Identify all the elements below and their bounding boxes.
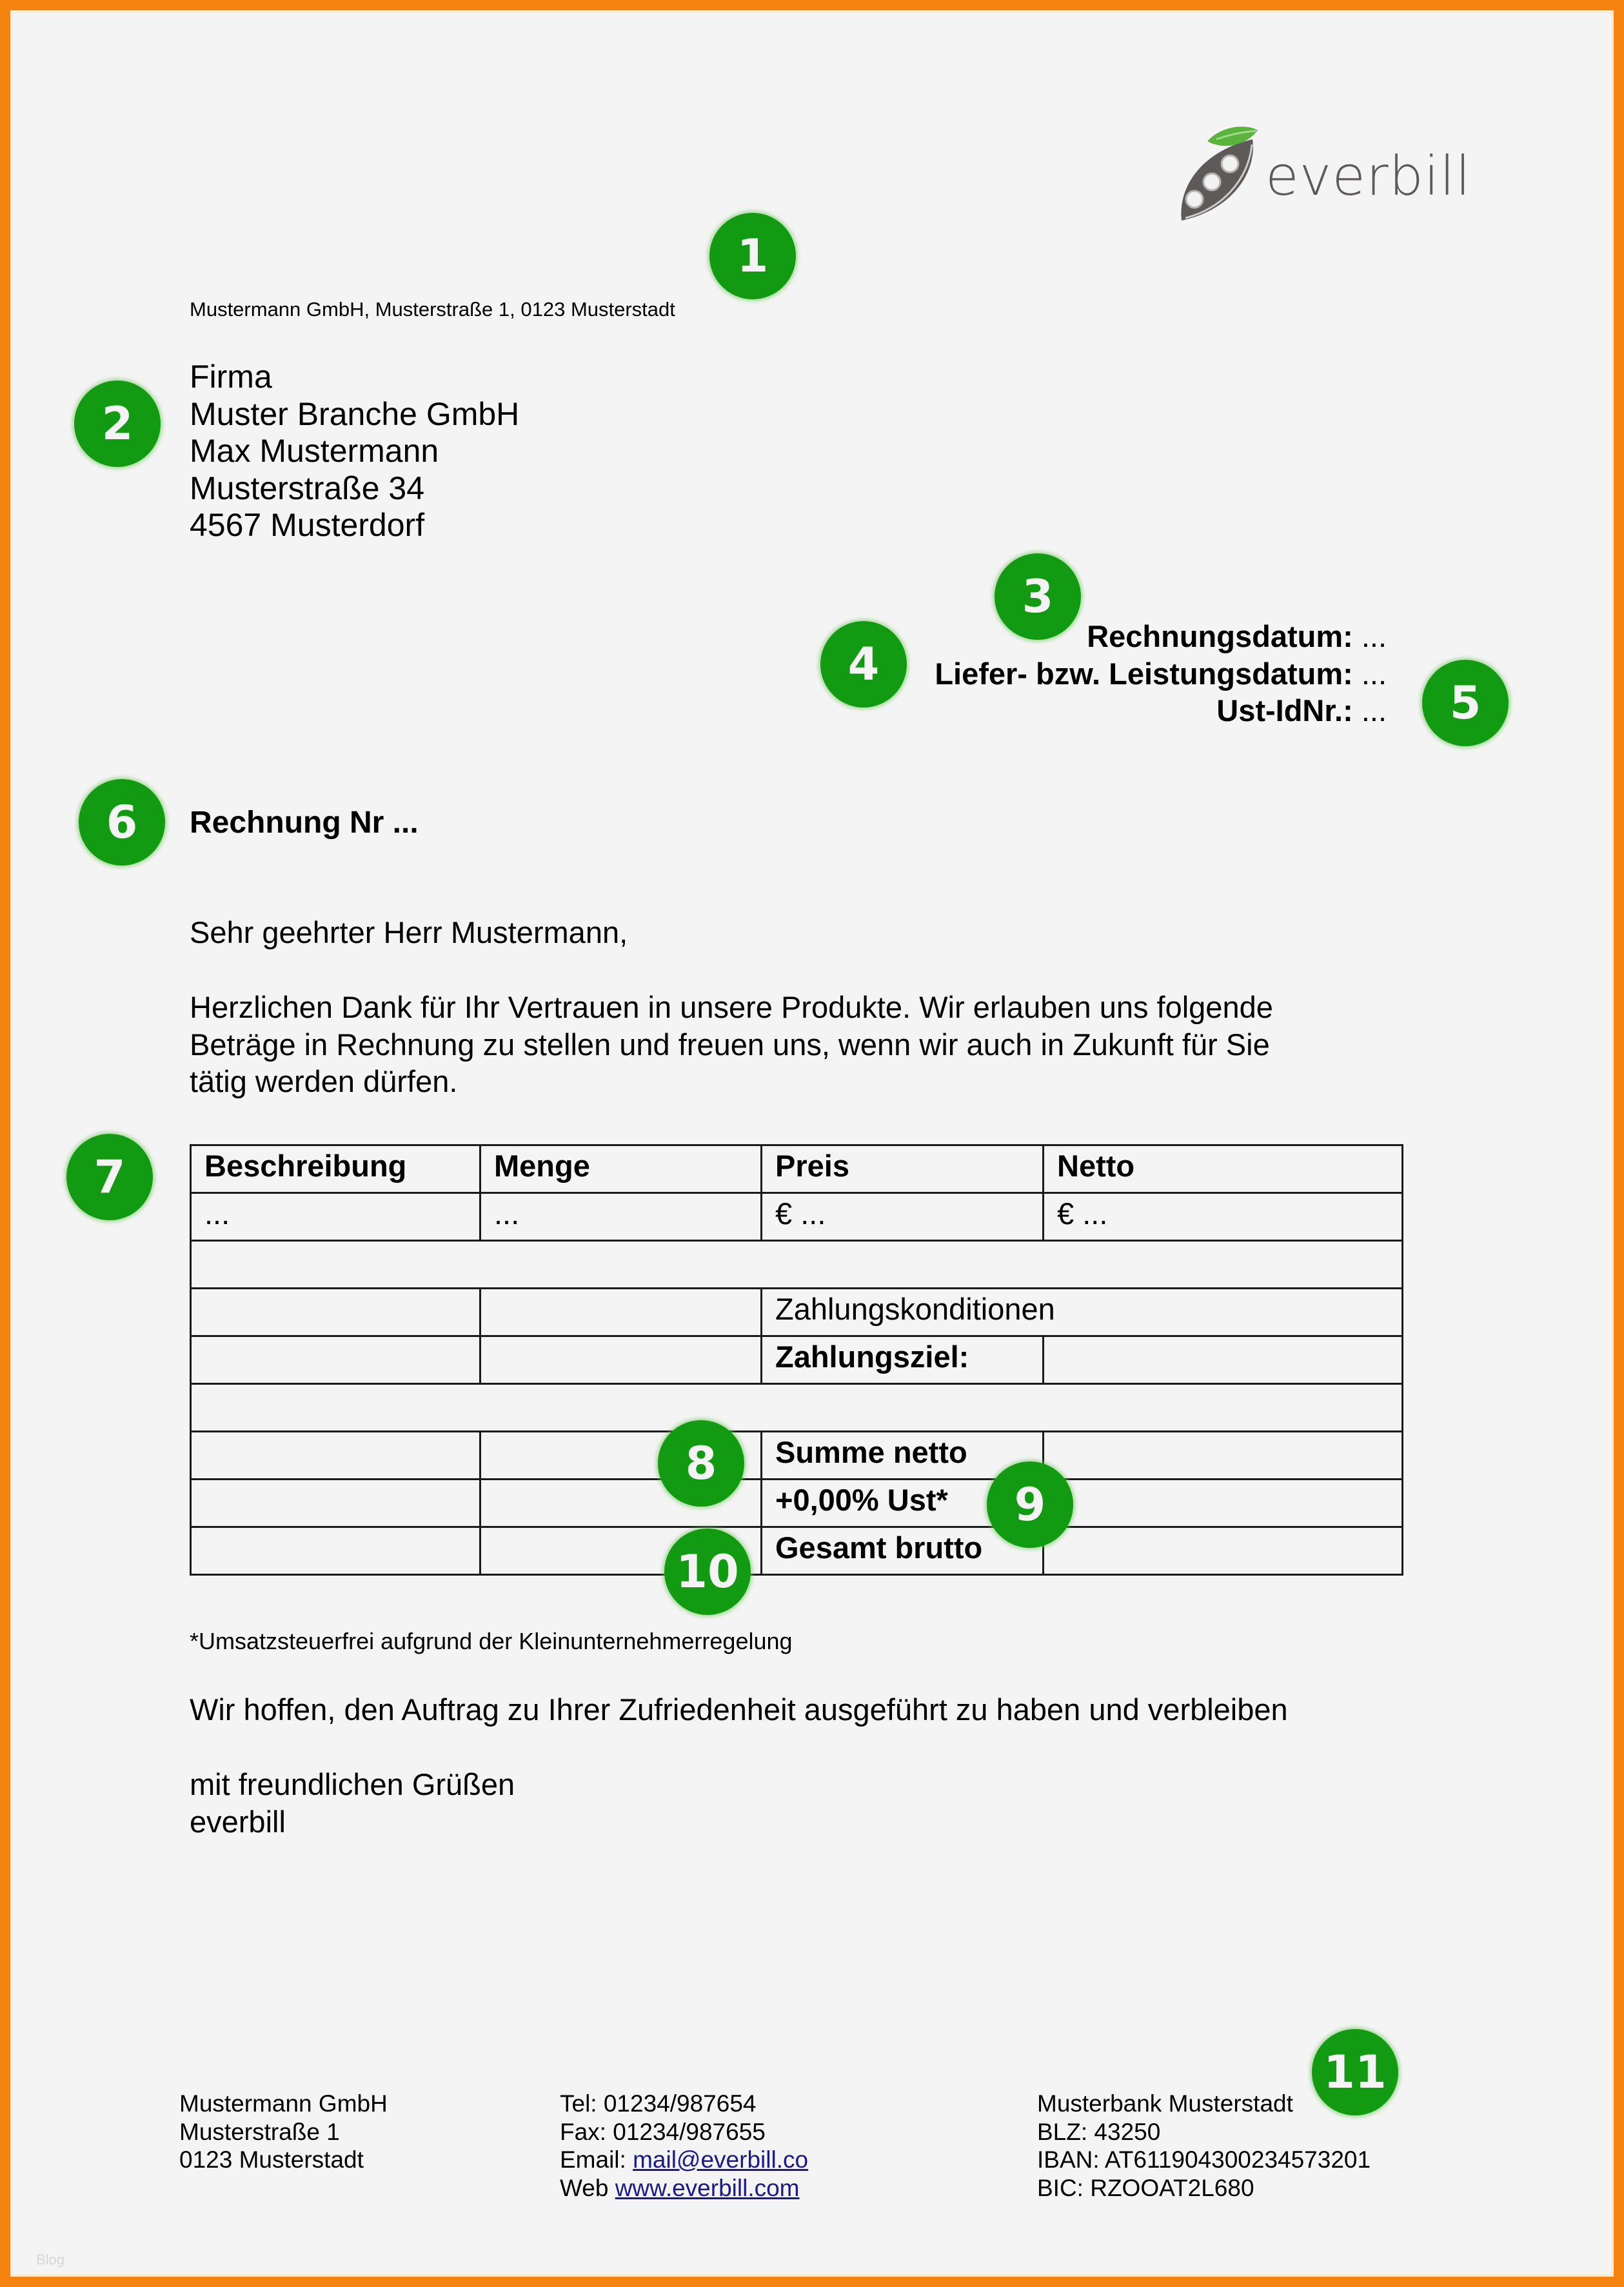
recipient-line: Firma: [190, 359, 272, 395]
empty-cell: [191, 1480, 480, 1527]
badge-3: 3: [995, 553, 1081, 640]
pea-pod-icon: [1176, 125, 1263, 222]
footer-company-line: Musterstraße 1: [179, 2118, 340, 2145]
greeting: Sehr geehrter Herr Mustermann,: [190, 915, 628, 949]
invoice-table: [190, 1144, 1403, 1576]
badge-8: 8: [658, 1420, 744, 1507]
payment-terms-row: [191, 1289, 1403, 1336]
vat-footnote: *Umsatzsteuerfrei aufgrund der Kleinunternehmerregelung: [190, 1628, 793, 1654]
invoice-meta: [935, 618, 1387, 729]
footer-email-row: [560, 2146, 808, 2174]
total-row: [191, 1432, 1403, 1480]
footer-fax: Fax: 01234/987655: [560, 2118, 766, 2145]
invoice-title: Rechnung Nr ...: [190, 806, 419, 840]
badge-5: 5: [1422, 660, 1509, 746]
payment-due-value: [1044, 1336, 1403, 1384]
header-quantity: Menge: [480, 1145, 762, 1193]
empty-cell: [191, 1336, 480, 1384]
header-price: Preis: [762, 1145, 1044, 1193]
recipient-line: Max Mustermann: [190, 433, 439, 469]
intro-line: tätig werden dürfen.: [190, 1064, 458, 1098]
table-row: [191, 1193, 1403, 1241]
total-row: [191, 1480, 1403, 1527]
logo-wordmark: everbill: [1265, 144, 1471, 208]
vat-id-row: [935, 692, 1387, 729]
total-row: [191, 1527, 1403, 1575]
invoice-date-row: [935, 618, 1387, 655]
intro-paragraph: [190, 989, 1273, 1100]
email-link[interactable]: mail@everbill.co: [633, 2146, 809, 2173]
recipient-address: [190, 359, 519, 544]
empty-cell: [191, 1527, 480, 1575]
badge-11: 11: [1312, 2029, 1398, 2115]
invoice-page: [10, 10, 1614, 2277]
footer-company-line: Mustermann GmbH: [179, 2090, 388, 2117]
gross-total-value: [1044, 1527, 1403, 1575]
item-quantity: ...: [480, 1193, 762, 1241]
net-sum-value: [1044, 1432, 1403, 1480]
table-header-row: [191, 1145, 1403, 1193]
vat-value: [1044, 1480, 1403, 1527]
footer-company: [179, 2090, 388, 2174]
vat-label: +0,00% Ust*: [762, 1480, 1044, 1527]
badge-6: 6: [79, 779, 165, 866]
table-spacer-row: [191, 1241, 1403, 1289]
spacer-cell: [191, 1384, 1403, 1432]
item-price: € ...: [762, 1193, 1044, 1241]
invoice-date-value: ...: [1352, 619, 1387, 653]
web-link[interactable]: www.everbill.com: [615, 2174, 800, 2201]
payment-due-row: [191, 1336, 1403, 1384]
spacer-cell: [191, 1241, 1403, 1289]
badge-1: 1: [709, 213, 796, 299]
empty-cell: [191, 1432, 480, 1480]
item-description: ...: [191, 1193, 480, 1241]
delivery-date-row: [935, 655, 1387, 693]
badge-4: 4: [820, 621, 907, 708]
header-description: Beschreibung: [191, 1145, 480, 1193]
table-spacer-row: [191, 1384, 1403, 1432]
empty-cell: [480, 1289, 762, 1336]
header-net: Netto: [1044, 1145, 1403, 1193]
signoff: [190, 1766, 515, 1841]
footer-bic: BIC: RZOOAT2L680: [1037, 2174, 1254, 2201]
delivery-date-value: ...: [1352, 656, 1387, 691]
footer-company-line: 0123 Musterstadt: [179, 2146, 364, 2173]
signoff-name: everbill: [190, 1805, 286, 1839]
footer-bank-name: Musterbank Musterstadt: [1037, 2090, 1293, 2117]
badge-10: 10: [664, 1529, 751, 1615]
footer-iban: IBAN: AT611904300234573201: [1037, 2146, 1371, 2173]
web-label: Web: [560, 2174, 615, 2201]
empty-cell: [480, 1336, 762, 1384]
vat-id-label: Ust-IdNr.:: [1216, 693, 1353, 728]
net-sum-label: Summe netto: [762, 1432, 1044, 1480]
closing-sentence: Wir hoffen, den Auftrag zu Ihrer Zufriedenheit ausgeführt zu haben und verbleiben: [190, 1692, 1288, 1727]
badge-9: 9: [987, 1461, 1073, 1548]
payment-terms-label: Zahlungskonditionen: [762, 1289, 1403, 1336]
footer-blz: BLZ: 43250: [1037, 2118, 1161, 2145]
delivery-date-label: Liefer- bzw. Leistungsdatum:: [935, 656, 1353, 691]
gross-total-label: Gesamt brutto: [762, 1527, 1044, 1575]
sender-return-address: Mustermann GmbH, Musterstraße 1, 0123 Musterstadt: [190, 298, 675, 321]
everbill-logo: [1176, 125, 1471, 222]
signoff-greeting: mit freundlichen Grüßen: [190, 1767, 515, 1801]
recipient-line: 4567 Musterdorf: [190, 507, 425, 543]
footer-bank: [1037, 2090, 1371, 2202]
watermark-text: Blog: [36, 2252, 65, 2268]
recipient-line: Musterstraße 34: [190, 470, 425, 506]
intro-line: Beträge in Rechnung zu stellen und freuen uns, wenn wir auch in Zukunft für Sie: [190, 1027, 1270, 1062]
empty-cell: [191, 1289, 480, 1336]
recipient-line: Muster Branche GmbH: [190, 395, 520, 432]
footer-contact: [560, 2090, 808, 2202]
invoice-date-label: Rechnungsdatum:: [1087, 619, 1353, 653]
intro-line: Herzlichen Dank für Ihr Vertrauen in unsere Produkte. Wir erlauben uns folgende: [190, 990, 1273, 1024]
footer-web-row: [560, 2174, 808, 2203]
badge-2: 2: [74, 381, 161, 467]
payment-due-label: Zahlungsziel:: [762, 1336, 1044, 1384]
email-label: Email:: [560, 2146, 633, 2173]
badge-7: 7: [66, 1134, 153, 1220]
footer-tel: Tel: 01234/987654: [560, 2090, 757, 2117]
vat-id-value: ...: [1352, 693, 1387, 728]
item-net: € ...: [1044, 1193, 1403, 1241]
